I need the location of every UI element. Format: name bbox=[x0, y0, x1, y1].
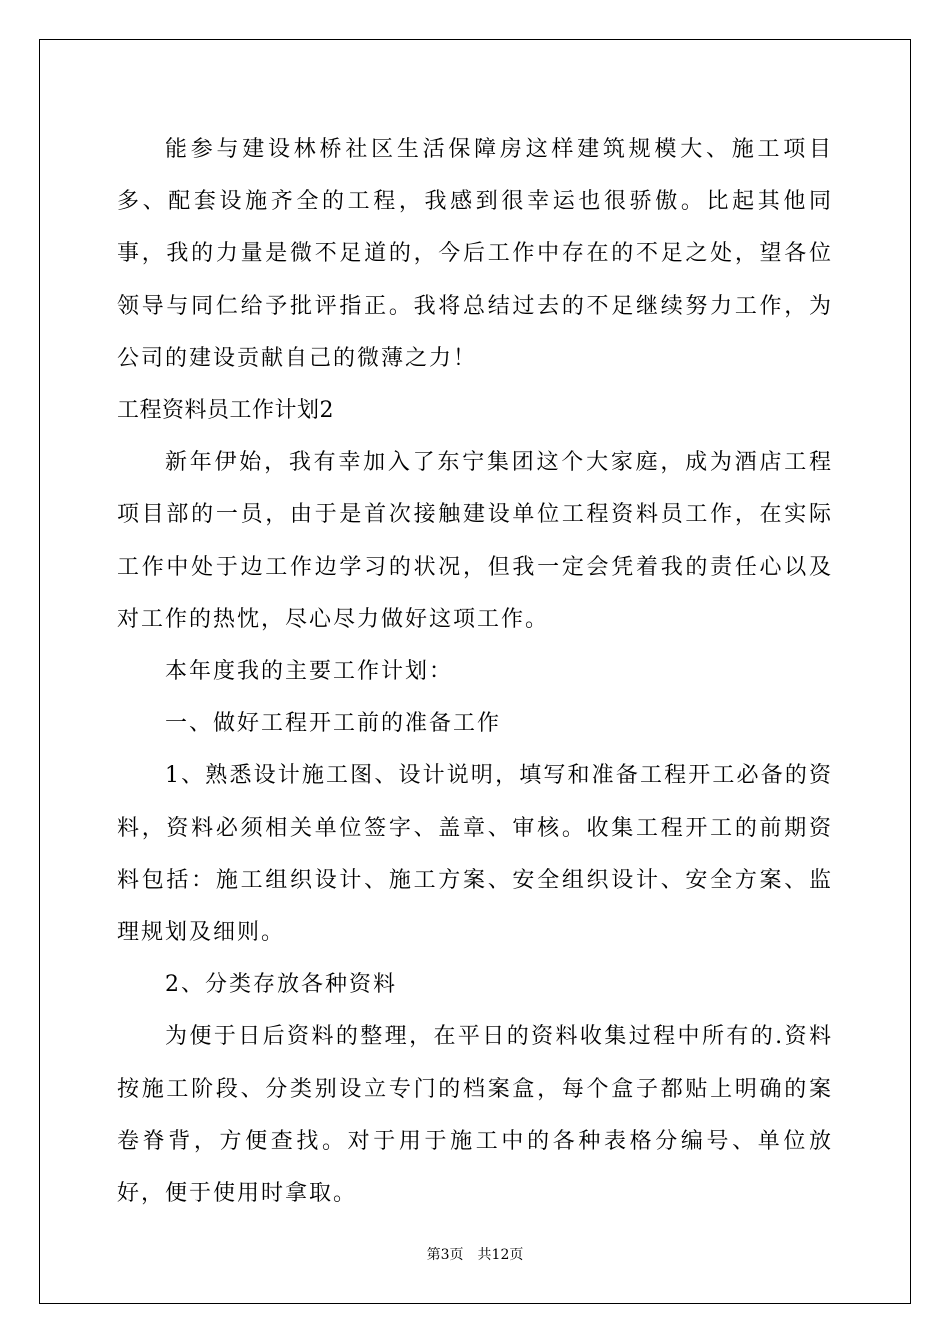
subheading-item-2: 2、分类存放各种资料 bbox=[165, 972, 397, 998]
page-number: 第3页 bbox=[426, 1247, 464, 1263]
paragraph-intro: 新年伊始，我有幸加入了东宁集团这个大家庭，成为酒店工程项目部的一员，由于是首次接触建设单位工程资料员工作，在实际工作中处于边工作边学习的状况，但我一定会凭着我的责任心以及对工作的热忱，尽心尽力做好这项工作。 bbox=[117, 450, 833, 632]
paragraph-closing: 能参与建设林桥社区生活保障房这样建筑规模大、施工项目多、配套设施齐全的工程，我感到很幸运也很骄傲。比起其他同事，我的力量是微不足道的，今后工作中存在的不足之处，望各位领导与同仁给予批评指正。我将总结过去的不足继续努力工作，为公司的建设贡献自己的微薄之力！ bbox=[117, 137, 833, 371]
page-footer bbox=[0, 1244, 950, 1264]
paragraph-plan-title: 本年度我的主要工作计划： bbox=[165, 659, 454, 685]
section-heading: 工程资料员工作计划2 bbox=[117, 398, 334, 424]
subheading-preparation: 一、做好工程开工前的准备工作 bbox=[165, 711, 502, 737]
paragraph-item-1: 1、熟悉设计施工图、设计说明，填写和准备工程开工必备的资料，资料必须相关单位签字、盖章、审核。收集工程开工的前期资料包括：施工组织设计、施工方案、安全组织设计、安全方案、监理规划及细则。 bbox=[117, 763, 833, 946]
paragraph-item-2: 为便于日后资料的整理，在平日的资料收集过程中所有的.资料按施工阶段、分类别设立专门的档案盒，每个盒子都贴上明确的案卷脊背，方便查找。对于用于施工中的各种表格分编号、单位放好，便于使用时拿取。 bbox=[117, 1024, 833, 1207]
document-body bbox=[117, 124, 833, 1220]
page-total: 共12页 bbox=[477, 1247, 524, 1263]
